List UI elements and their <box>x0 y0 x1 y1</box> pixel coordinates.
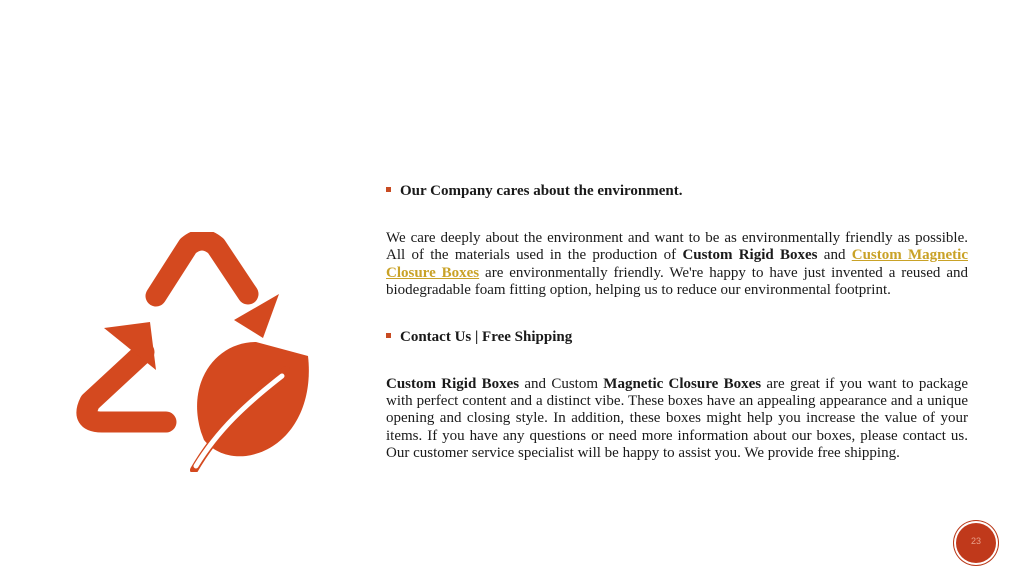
custom-rigid-boxes-text: Custom Rigid Boxes <box>386 375 520 392</box>
slide-number: 23 <box>970 536 981 546</box>
bullet-icon <box>386 333 391 338</box>
company-heading-text: Our Company cares about the environment. <box>400 183 683 199</box>
text: are great if you want to package with perfect content and a distinct vibe. These boxes have an appealing appearance and a unique opening and closing style. In addition, these boxes might help you increase the value of your items. If you have any questions or need more information about our boxes, please contact us. Our customer service specialist will be happy to assist you. We provide free shipping. <box>386 375 968 462</box>
contact-heading <box>386 328 968 346</box>
text: and Custom <box>519 375 604 392</box>
magnetic-closure-boxes-link[interactable]: Custom Magnetic Closure Boxes <box>386 247 968 281</box>
company-heading <box>386 182 968 200</box>
shipping-paragraph <box>386 376 968 463</box>
text: and <box>817 247 852 264</box>
custom-rigid-boxes-text: Custom Rigid Boxes <box>682 247 818 264</box>
content-column <box>386 182 968 463</box>
bullet-icon <box>386 187 391 192</box>
text: are environmentally friendly. We're happy to have just invented a reused and biodegradable foam fitting option, helping us to reduce our environmental footprint. <box>386 264 968 299</box>
environment-paragraph <box>386 230 968 300</box>
slide-nav-button[interactable] <box>956 523 996 563</box>
recycle-leaf-icon <box>76 232 312 472</box>
magnetic-closure-boxes-text: Magnetic Closure Boxes <box>603 375 762 392</box>
contact-heading-text: Contact Us | Free Shipping <box>400 328 573 345</box>
text: We care deeply about the environment and want to be as environmentally friendly as possible. All of the materials used in the production of <box>386 230 968 264</box>
